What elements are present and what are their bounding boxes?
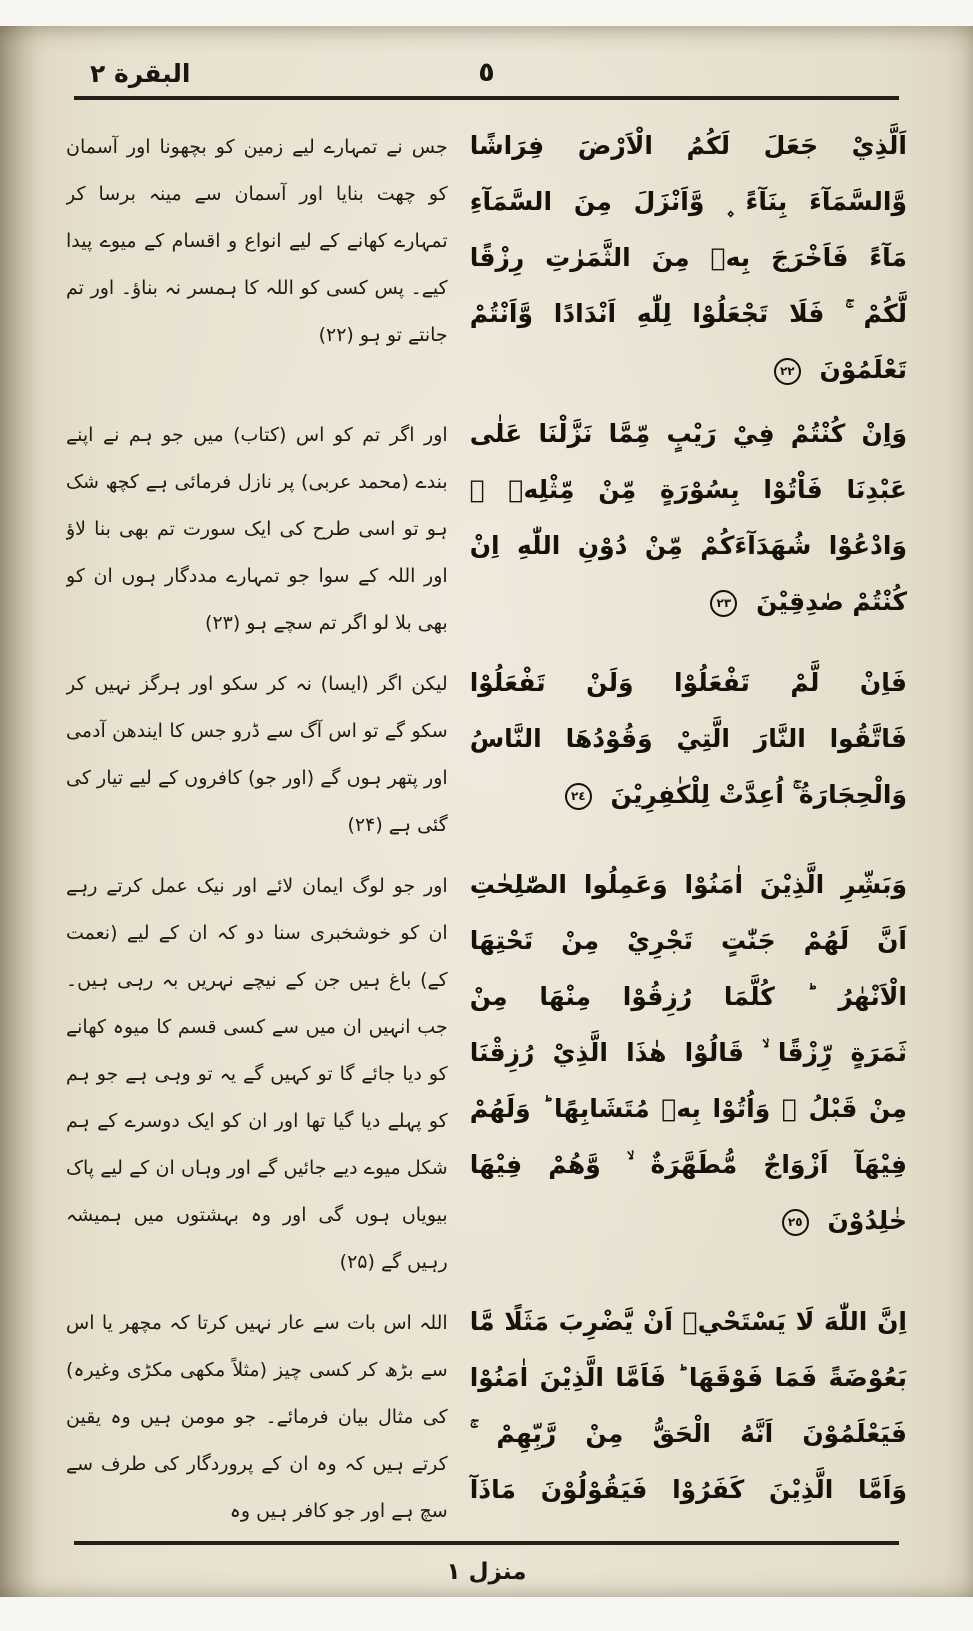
arabic-verse-text: وَالْحِجَارَةُ ۚ اُعِدَّتْ لِلْكٰفِرِيْنَ <box>610 780 907 809</box>
arabic-verse-line: اَلَّذِيْ جَعَلَ لَكُمُ الْاَرْضَ فِرَاشًا <box>469 131 907 160</box>
verse-block <box>66 118 907 398</box>
urdu-translation: لیکن اگر (ایسا) نہ کر سکو اور ہرگز نہیں کر سکو گے تو اس آگ سے ڈرو جس کا ایندھن آدمی اور پتھر ہوں گے (اور جو) کافروں کے لیے تیار کی گئی ہے (۲۴) <box>66 673 448 836</box>
arabic-verse-text: خٰلِدُوْنَ <box>827 1206 907 1235</box>
arabic-verse-column <box>470 1294 907 1518</box>
verse-block <box>66 655 907 849</box>
page-header <box>66 26 907 96</box>
arabic-verse-column <box>470 655 907 823</box>
quran-content <box>66 100 907 1541</box>
page-number: ٥ <box>478 57 495 88</box>
page-footer <box>66 1541 907 1597</box>
arabic-verse-line: فِيْهَآ اَزْوَاجٌ مُّطَهَّرَةٌ ۙ وَّهُمْ فِيْهَا <box>469 1150 907 1179</box>
arabic-verse-line: الْاَنْهٰرُ ؕ كُلَّمَا رُزِقُوْا مِنْهَا مِنْ <box>469 982 907 1011</box>
arabic-verse-line: فَيَعْلَمُوْنَ اَنَّهُ الْحَقُّ مِنْ رَّبِّهِمْ ۚ <box>469 1419 907 1448</box>
arabic-verse-line <box>470 767 907 823</box>
urdu-translation: اور اگر تم کو اس (کتاب) میں جو ہم نے اپنے بندے (محمد عربی) پر نازل فرمائی ہے کچھ شک ہو تو اسی طرح کی ایک سورت تم بھی بنا لاؤ اور اللہ کے سوا جو تمہارے مددگار ہوں ان کو بھی بلا لو اگر تم سچے ہو (۲۳) <box>66 424 448 634</box>
verse-end-marker: ٢٣ <box>710 590 737 617</box>
surah-title: البقرة ٢ <box>90 59 191 88</box>
verse-end-marker: ٢٤ <box>565 783 592 810</box>
arabic-verse-line: ثَمَرَةٍ رِّزْقًا ۙ قَالُوْا هٰذَا الَّذِيْ رُزِقْنَا <box>469 1038 907 1067</box>
arabic-verse-column <box>470 118 907 398</box>
urdu-translation: جس نے تمہارے لیے زمین کو بچھونا اور آسمان کو چھت بنایا اور آسمان سے مینہ برسا کر تمہارے کھانے کے لیے انواع و اقسام کے میوے پیدا کیے۔ پس کسی کو اللہ کا ہمسر نہ بناؤ۔ اور تم جانتے تو ہو (۲۲) <box>66 136 448 346</box>
verse-block <box>66 406 907 647</box>
verse-block <box>66 1294 907 1535</box>
arabic-verse-line <box>470 574 907 630</box>
arabic-verse-line: بَعُوْضَةً فَمَا فَوْقَهَا ؕ فَاَمَّا الَّذِيْنَ اٰمَنُوْا <box>469 1363 907 1392</box>
arabic-verse-column <box>470 406 907 630</box>
arabic-verse-line <box>470 1193 907 1249</box>
arabic-verse-text: كُنْتُمْ صٰدِقِيْنَ <box>756 587 907 616</box>
arabic-verse-column <box>470 857 907 1249</box>
arabic-verse-line: عَبْدِنَا فَاْتُوْا بِسُوْرَةٍ مِّنْ مِّثْلِهٖ ۪ <box>469 475 907 504</box>
page-body <box>0 26 973 1597</box>
arabic-verse-line: وَّالسَّمَآءَ بِنَآءً ۪ وَّاَنْزَلَ مِنَ السَّمَآءِ <box>469 187 907 216</box>
manzil-label: منزل ١ <box>446 1559 527 1585</box>
arabic-verse-line: وَاِنْ كُنْتُمْ فِيْ رَيْبٍ مِّمَّا نَزَّلْنَا عَلٰى <box>469 419 907 448</box>
arabic-verse-line: وَاَمَّا الَّذِيْنَ كَفَرُوْا فَيَقُوْلُوْنَ مَاذَآ <box>469 1475 907 1504</box>
arabic-verse-line: وَادْعُوْا شُهَدَآءَكُمْ مِّنْ دُوْنِ اللّٰهِ اِنْ <box>469 531 907 560</box>
urdu-translation: اللہ اس بات سے عار نہیں کرتا کہ مچھر یا اس سے بڑھ کر کسی چیز (مثلاً مکھی مکڑی وغیرہ) کی مثال بیان فرمائے۔ جو مومن ہیں وہ یقین کرتے ہیں کہ وہ ان کے پروردگار کی طرف سے سچ ہے اور جو کافر ہیں وہ <box>66 1312 448 1522</box>
urdu-translation: اور جو لوگ ایمان لائے اور نیک عمل کرتے رہے ان کو خوشخبری سنا دو کہ ان کے لیے (نعمت کے) باغ ہیں جن کے نیچے نہریں بہ رہی ہیں۔ جب انہیں ان میں سے کسی قسم کا میوہ کھانے کو دیا جائے گا تو کہیں گے یہ تو وہی ہے جو ہم کو پہلے دیا گیا تھا اور ان کو ایک دوسرے کے ہم شکل میوے دیے جائیں گے اور وہاں ان کے لیے پاک بیویاں ہوں گی اور وہ بہشتوں میں ہمیشہ رہیں گے (۲۵) <box>66 875 448 1273</box>
arabic-verse-line: مِنْ قَبْلُ ۙ وَاُتُوْا بِهٖ مُتَشَابِهًا ؕ وَلَهُمْ <box>469 1094 907 1123</box>
arabic-verse-text: تَعْلَمُوْنَ <box>819 355 907 384</box>
paper-sheet <box>0 26 973 1597</box>
arabic-verse-line: فَاتَّقُوا النَّارَ الَّتِيْ وَقُوْدُهَا النَّاسُ <box>469 724 907 753</box>
verse-block <box>66 857 907 1286</box>
arabic-verse-line: اَنَّ لَهُمْ جَنّٰتٍ تَجْرِيْ مِنْ تَحْتِهَا <box>469 926 907 955</box>
arabic-verse-line: فَاِنْ لَّمْ تَفْعَلُوْا وَلَنْ تَفْعَلُوْا <box>469 668 907 697</box>
arabic-verse-line <box>470 342 907 398</box>
verse-end-marker: ٢٥ <box>782 1209 809 1236</box>
arabic-verse-line: لَّكُمْ ۚ فَلَا تَجْعَلُوْا لِلّٰهِ اَنْدَادًا وَّاَنْتُمْ <box>469 299 907 328</box>
verse-end-marker: ٢٢ <box>774 358 801 385</box>
arabic-verse-line: وَبَشِّرِ الَّذِيْنَ اٰمَنُوْا وَعَمِلُوا الصّٰلِحٰتِ <box>469 870 907 899</box>
arabic-verse-line: اِنَّ اللّٰهَ لَا يَسْتَحْيٖ اَنْ يَّضْرِبَ مَثَلًا مَّا <box>469 1307 907 1336</box>
arabic-verse-line: مَآءً فَاَخْرَجَ بِهٖ مِنَ الثَّمَرٰتِ رِزْقًا <box>469 243 907 272</box>
